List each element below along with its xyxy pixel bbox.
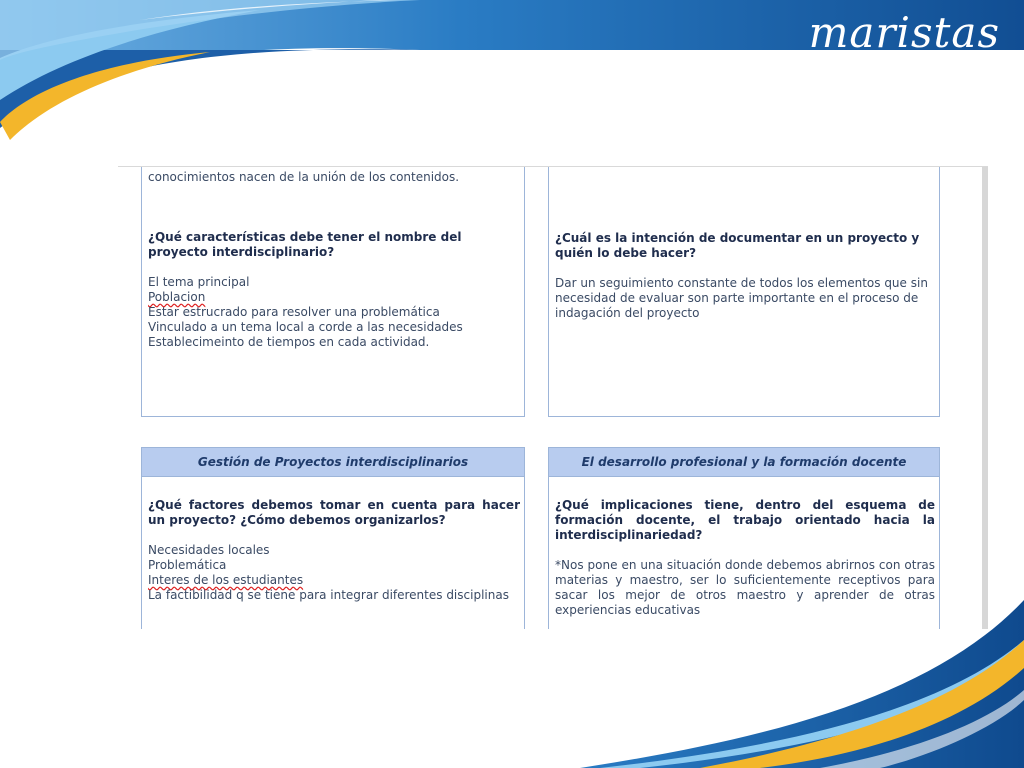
box3-header: Gestión de Proyectos interdisciplinarios (142, 448, 524, 477)
box-professional-development (548, 447, 940, 629)
box4-answer: *Nos pone en una situación donde debemos abrirnos con otras materias y maestro, ser lo suficientemente receptivos para sacar los mejor de otros maestro y aprender de otras experiencias educativas (555, 558, 935, 617)
box3-item: Problemática (148, 558, 227, 572)
box2-answer: Dar un seguimiento constante de todos los elementos que sin necesidad de evaluar son parte importante en el proceso de indagación del proyecto (555, 276, 928, 320)
box-documentation (548, 166, 940, 417)
box1-question: ¿Qué características debe tener el nombre del proyecto interdisciplinario? (148, 230, 462, 259)
box3-item: Necesidades locales (148, 543, 270, 557)
maristas-logo: maristas (808, 8, 1000, 57)
box1-item: El tema principal (148, 275, 250, 289)
document-excerpt (118, 166, 988, 629)
document-scrollbar (982, 167, 988, 629)
box1-item: Estar estrucrado para resolver una problemática (148, 305, 440, 319)
box-project-management (141, 447, 525, 629)
box3-item: La factibilidad q se tiene para integrar diferentes disciplinas (148, 588, 509, 602)
box2-question: ¿Cuál es la intención de documentar en un proyecto y quién lo debe hacer? (555, 231, 920, 260)
box3-item: Interes de los estudiantes (148, 573, 304, 587)
box4-question: ¿Qué implicaciones tiene, dentro del esquema de formación docente, el trabajo orientado hacia la interdisciplinariedad? (555, 498, 935, 542)
box-project-name (141, 166, 525, 417)
box1-item: Poblacion (148, 290, 206, 304)
box4-header: El desarrollo profesional y la formación docente (549, 448, 939, 477)
box1-item: Establecimeinto de tiempos en cada actividad. (148, 335, 430, 349)
box3-question: ¿Qué factores debemos tomar en cuenta para hacer un proyecto? ¿Cómo debemos organizarlos? (148, 498, 520, 527)
box1-item: Vinculado a un tema local a corde a las necesidades (148, 320, 463, 334)
box1-top-text: conocimientos nacen de la unión de los contenidos. (148, 170, 460, 184)
